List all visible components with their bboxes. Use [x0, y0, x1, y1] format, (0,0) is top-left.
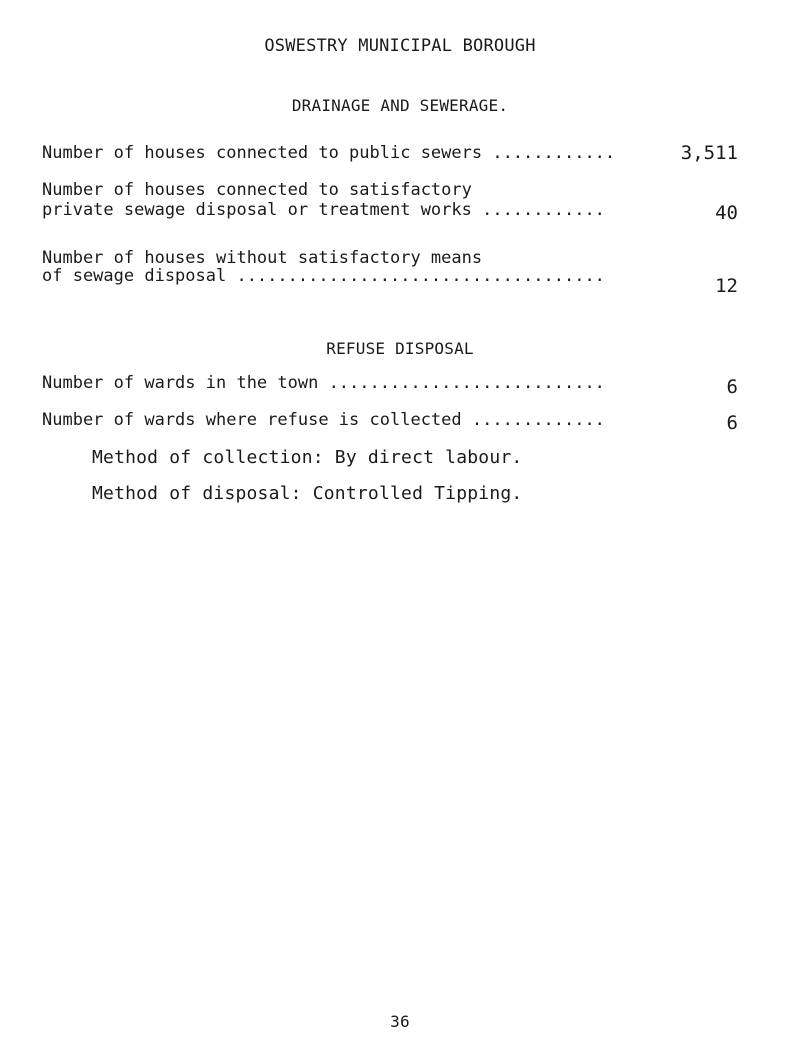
- refuse-row-wards-label: Number of wards in the town ...........................: [42, 373, 605, 393]
- drainage-row-private-sewage-label-line2: private sewage disposal or treatment works ............: [42, 200, 605, 220]
- drainage-heading: DRAINAGE AND SEWERAGE.: [291, 96, 509, 115]
- refuse-row-wards-value: 6: [726, 376, 738, 398]
- drainage-row-private-sewage-value: 40: [715, 202, 738, 224]
- drainage-row-without-means-label-line2: of sewage disposal ....................................: [42, 266, 605, 286]
- refuse-row-collected-label: Number of wards where refuse is collected .............: [42, 410, 605, 430]
- method-of-collection: Method of collection: By direct labour.: [92, 447, 523, 468]
- refuse-heading: REFUSE DISPOSAL: [326, 339, 474, 358]
- refuse-row-collected-value: 6: [726, 412, 738, 434]
- drainage-row-private-sewage-label-line1: Number of houses connected to satisfactory: [42, 180, 472, 200]
- drainage-row-without-means-value: 12: [715, 275, 738, 297]
- method-of-disposal: Method of disposal: Controlled Tipping.: [92, 483, 523, 504]
- page-title: OSWESTRY MUNICIPAL BOROUGH: [264, 36, 536, 56]
- drainage-row-public-sewers-label: Number of houses connected to public sewers ............: [42, 143, 616, 163]
- drainage-row-public-sewers-value: 3,511: [680, 142, 738, 164]
- page-number: 36: [390, 1012, 410, 1031]
- drainage-row-without-means-label-line1: Number of houses without satisfactory means: [42, 248, 483, 268]
